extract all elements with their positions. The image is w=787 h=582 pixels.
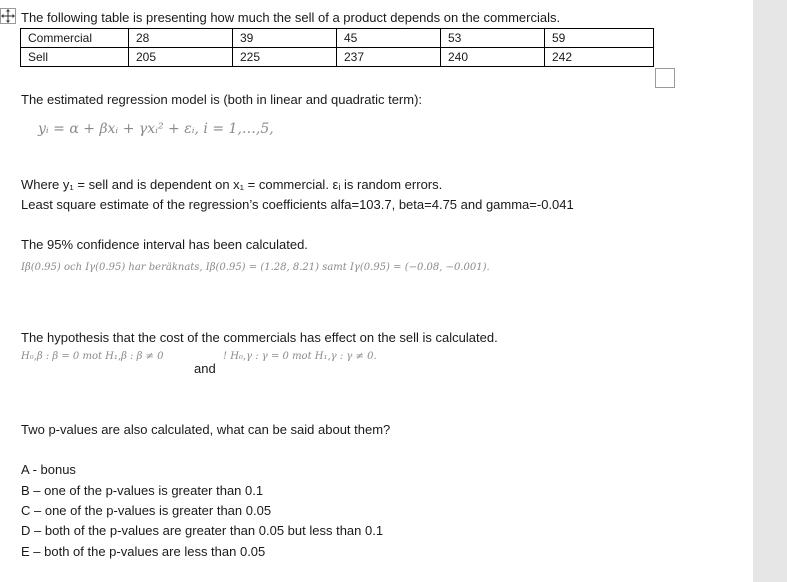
hypothesis-formula-beta: H₀,β : β = 0 mot H₁,β : β ≠ 0 <box>21 351 164 362</box>
table-cell: 59 <box>545 29 654 48</box>
option-d: D – both of the p-values are greater than 0.05 but less than 0.1 <box>21 523 384 538</box>
ci-text: The 95% confidence interval has been calculated. <box>21 237 308 252</box>
hypothesis-formula-gamma: ! H₀,γ : γ = 0 mot H₁,γ : γ ≠ 0. <box>223 351 377 362</box>
table-cell: 205 <box>129 48 233 67</box>
right-margin-gutter <box>753 0 787 582</box>
table-move-handle[interactable] <box>0 8 16 24</box>
ci-formula: Iβ(0.95) och Iγ(0.95) har beräknats, Iβ(0.95) = (1.28, 8.21) samt Iγ(0.95) = (−0.08, −0.001). <box>21 262 490 273</box>
table-cell: 39 <box>233 29 337 48</box>
lse-text: Least square estimate of the regression’s coefficients alfa=103.7, beta=4.75 and gamma=-0.041 <box>21 197 574 212</box>
model-formula: yᵢ = α + βxᵢ + γxᵢ² + εᵢ, i = 1,…,5, <box>38 121 274 137</box>
hypothesis-text: The hypothesis that the cost of the commercials has effect on the sell is calculated. <box>21 330 498 345</box>
checkbox[interactable] <box>655 68 675 88</box>
and-text: and <box>194 361 216 376</box>
table-cell: 240 <box>441 48 545 67</box>
table-cell: 242 <box>545 48 654 67</box>
option-c: C – one of the p-values is greater than 0.05 <box>21 503 272 518</box>
table-cell: 53 <box>441 29 545 48</box>
data-table <box>20 28 654 67</box>
option-b: B – one of the p-values is greater than 0.1 <box>21 483 264 498</box>
table-cell: Sell <box>21 48 129 67</box>
move-arrows-icon <box>1 9 15 23</box>
option-a: A - bonus <box>21 462 76 477</box>
question-text: Two p-values are also calculated, what can be said about them? <box>21 422 391 437</box>
table-cell: 45 <box>337 29 441 48</box>
table-cell: 237 <box>337 48 441 67</box>
table-cell: Commercial <box>21 29 129 48</box>
table-cell: 28 <box>129 29 233 48</box>
model-text: The estimated regression model is (both in linear and quadratic term): <box>21 92 423 107</box>
option-e: E – both of the p-values are less than 0.05 <box>21 544 266 559</box>
table-row <box>21 48 654 67</box>
where-text: Where y₁ = sell and is dependent on x₁ = commercial. εᵢ is random errors. <box>21 177 443 192</box>
table-cell: 225 <box>233 48 337 67</box>
intro-text: The following table is presenting how much the sell of a product depends on the commercials. <box>21 10 561 25</box>
table-row <box>21 29 654 48</box>
